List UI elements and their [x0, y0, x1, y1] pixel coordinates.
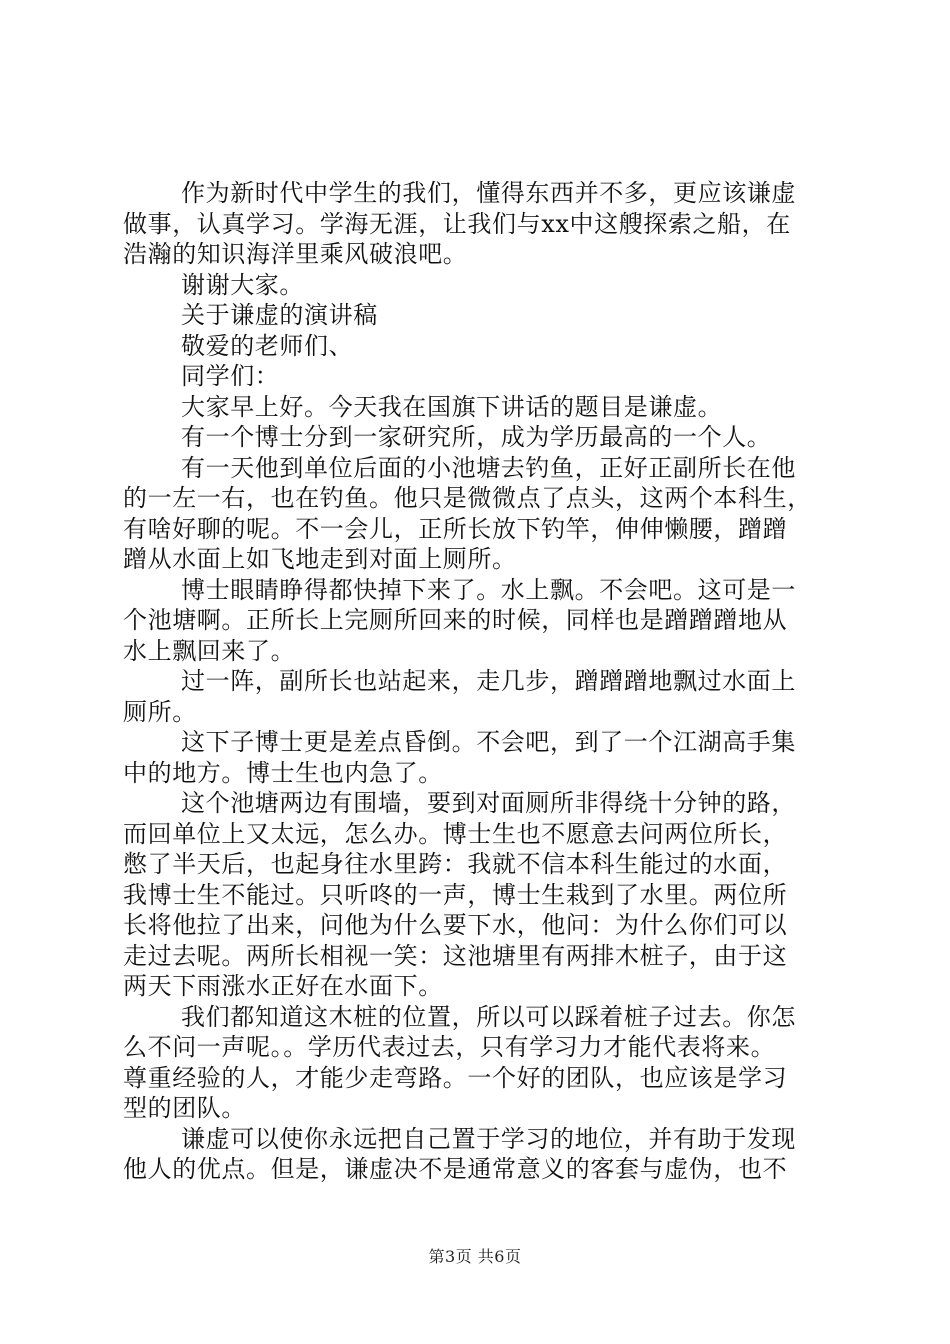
paragraph: [123, 178, 835, 270]
paragraph: [123, 1002, 835, 1124]
text-line: 同学们：: [181, 362, 280, 390]
paragraph: [123, 422, 835, 453]
text-line: 有一天他到单位后面的小池塘去钓鱼，正好正副所长在他: [181, 453, 796, 482]
text-line: 关于谦虚的演讲稿: [181, 301, 378, 329]
text-line: 谢谢大家。: [181, 270, 304, 299]
text-line: 的一左一右，也在钓鱼。他只是微微点了点头，这两个本科生，: [123, 484, 812, 512]
text-line: 谦虚可以使你永远把自己置于学习的地位，并有助于发现: [181, 1124, 796, 1153]
text-line: 有啥好聊的呢。不一会儿，正所长放下钓竿，伸伸懒腰，蹭蹭: [123, 514, 788, 543]
text-line: 我博士生不能过。只听咚的一声，博士生栽到了水里。两位所: [123, 880, 788, 909]
paragraph: [123, 788, 835, 1002]
text-line: 型的团队。: [123, 1094, 246, 1122]
text-line: 走过去呢。两所长相视一笑：这池塘里有两排木桩子，由于这: [123, 941, 788, 970]
paragraph: [123, 300, 835, 331]
text-line: 中的地方。博士生也内急了。: [123, 758, 443, 787]
text-line: 个池塘啊。正所长上完厕所回来的时候，同样也是蹭蹭蹭地从: [123, 606, 788, 634]
text-line: 厕所。: [123, 697, 197, 726]
text-line: 博士眼睛睁得都快掉下来了。水上飘。不会吧。这可是一: [181, 575, 796, 604]
text-line: 过一阵，副所长也站起来，走几步，蹭蹭蹭地飘过水面上: [181, 667, 796, 695]
text-line: 浩瀚的知识海洋里乘风破浪吧。: [123, 240, 468, 268]
text-line: 做事，认真学习。学海无涯，让我们与xx中这艘探索之船，在: [123, 209, 791, 238]
text-line: 大家早上好。今天我在国旗下讲话的题目是谦虚。: [181, 392, 723, 421]
text-line: 作为新时代中学生的我们，懂得东西并不多，更应该谦虚: [181, 179, 796, 207]
paragraph: [123, 361, 835, 392]
page-number-footer: 第3页 共6页: [428, 1247, 522, 1266]
text-line: 么不问一声呢。。学历代表过去，只有学习力才能代表将来。: [123, 1033, 776, 1061]
text-line: 这个池塘两边有围墙，要到对面厕所非得绕十分钟的路，: [181, 789, 796, 817]
text-line: 水上飘回来了。: [123, 636, 296, 665]
text-line: 这下子博士更是差点昏倒。不会吧，到了一个江湖高手集: [181, 728, 796, 756]
text-line: 尊重经验的人，才能少走弯路。一个好的团队，也应该是学习: [123, 1063, 788, 1092]
text-line: 他人的优点。但是，谦虚决不是通常意义的客套与虚伪，也不: [123, 1155, 788, 1183]
text-line: 蹭从水面上如飞地走到对面上厕所。: [123, 545, 517, 573]
text-line: 长将他拉了出来，问他为什么要下水，他问：为什么你们可以: [123, 911, 788, 939]
text-line: 有一个博士分到一家研究所，成为学历最高的一个人。: [181, 423, 772, 451]
paragraph: [123, 392, 835, 423]
text-line: 憋了半天后，也起身往水里跨：我就不信本科生能过的水面，: [123, 850, 788, 878]
text-line: 而回单位上又太远，怎么办。博士生也不愿意去问两位所长，: [123, 819, 788, 848]
paragraph: [123, 1124, 835, 1185]
text-line: 两天下雨涨水正好在水面下。: [123, 972, 443, 1000]
paragraph: [123, 727, 835, 788]
paragraph: [123, 453, 835, 575]
text-line: 敬爱的老师们、: [181, 331, 354, 360]
text-line: 我们都知道这木桩的位置，所以可以踩着桩子过去。你怎: [181, 1002, 796, 1031]
paragraph: [123, 331, 835, 362]
document-body: [123, 178, 835, 1185]
paragraph: [123, 270, 835, 301]
paragraph: [123, 666, 835, 727]
paragraph: [123, 575, 835, 667]
